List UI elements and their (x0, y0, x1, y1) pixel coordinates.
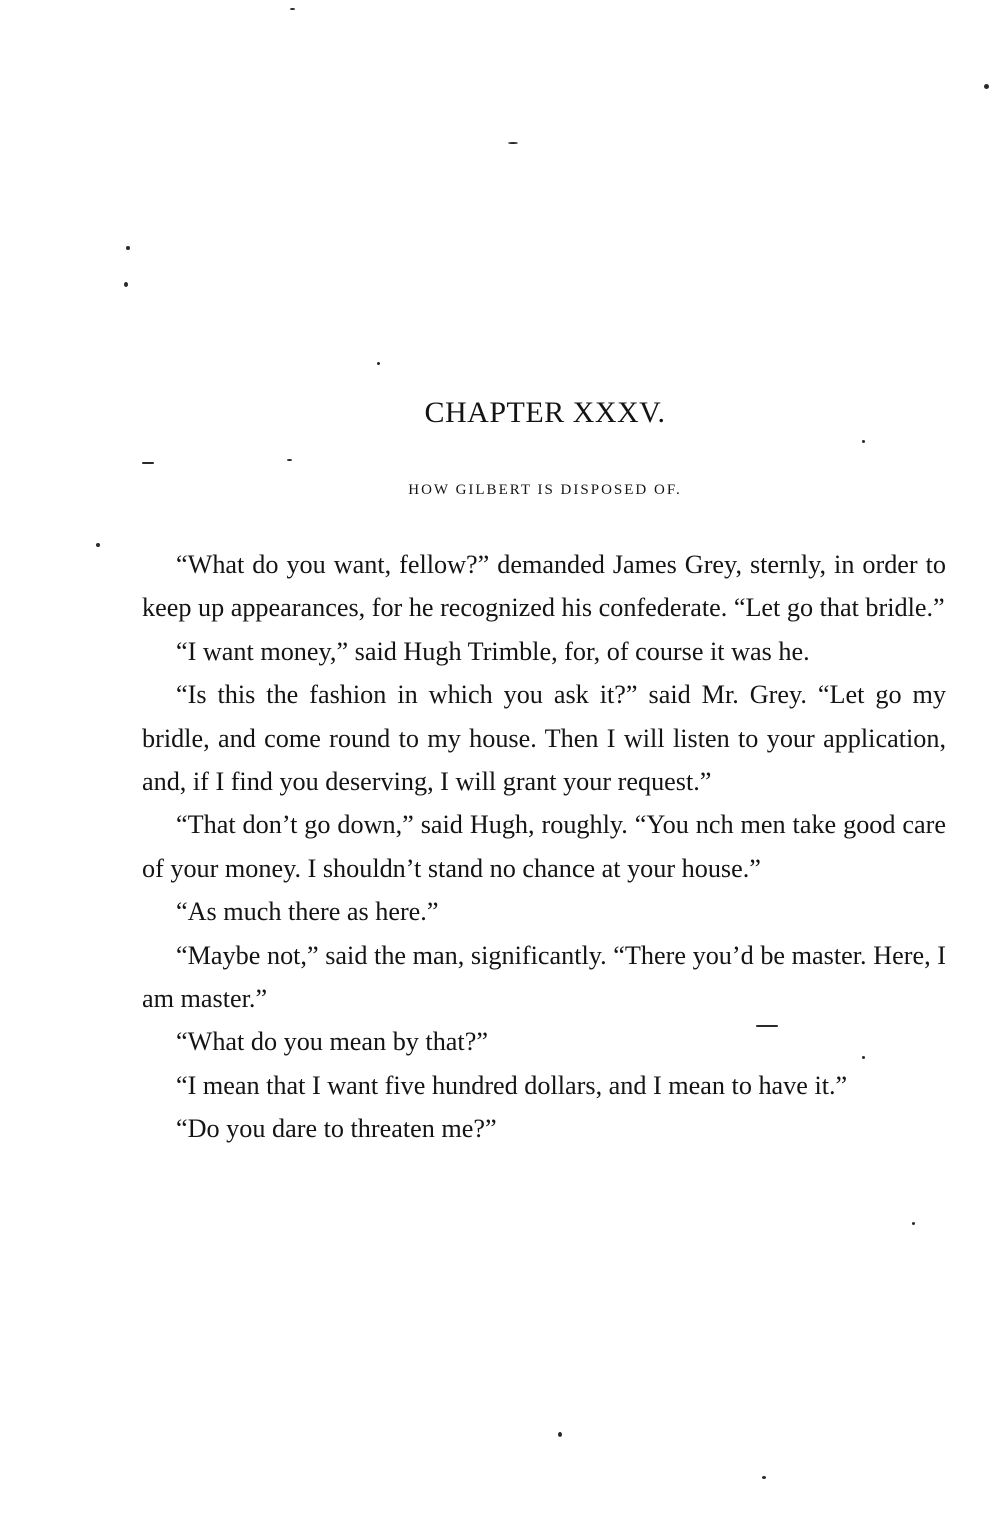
chapter-body (142, 543, 946, 1151)
scan-speck (984, 84, 989, 89)
scan-speck (508, 142, 518, 144)
paragraph: “Is this the fashion in which you ask it?” said Mr. Grey. “Let go my bridle, and come round to my house. Then I will listen to your application, and, if I find you deserving, I will grant your request.” (142, 680, 946, 797)
scan-speck (142, 462, 154, 464)
scan-speck (762, 1476, 766, 1479)
scan-speck (126, 246, 130, 250)
scan-speck (558, 1432, 562, 1437)
paragraph: “As much there as here.” (176, 897, 439, 927)
scan-speck (287, 459, 292, 461)
scan-speck (912, 1222, 915, 1225)
chapter-title: CHAPTER XXXV. (424, 396, 666, 429)
paragraph: “What do you mean by that?” (176, 1027, 488, 1057)
paragraph: “I mean that I want five hundred dollars, and I mean to have it.” (176, 1070, 848, 1100)
paragraph: “That don’t go down,” said Hugh, roughly. “You nch men take good care of your money. I shouldn’t stand no chance at your house.” (142, 810, 946, 883)
scan-speck (862, 440, 865, 443)
scan-speck (124, 282, 128, 287)
paragraph: “Do you dare to threaten me?” (176, 1114, 497, 1144)
scan-speck (96, 543, 100, 547)
chapter-subtitle: HOW GILBERT IS DISPOSED OF. (408, 482, 682, 498)
paragraph: “Maybe not,” said the man, significantly. “There you’d be master. Here, I am master.” (142, 940, 946, 1014)
paragraph: “What do you want, fellow?” demanded James Grey, sternly, in order to keep up appearances, for he recognized his confederate. “Let go that bridle.” (142, 550, 946, 623)
paragraph: “I want money,” said Hugh Trimble, for, of course it was he. (176, 636, 810, 666)
scan-speck (290, 8, 295, 10)
scan-speck (377, 362, 380, 365)
